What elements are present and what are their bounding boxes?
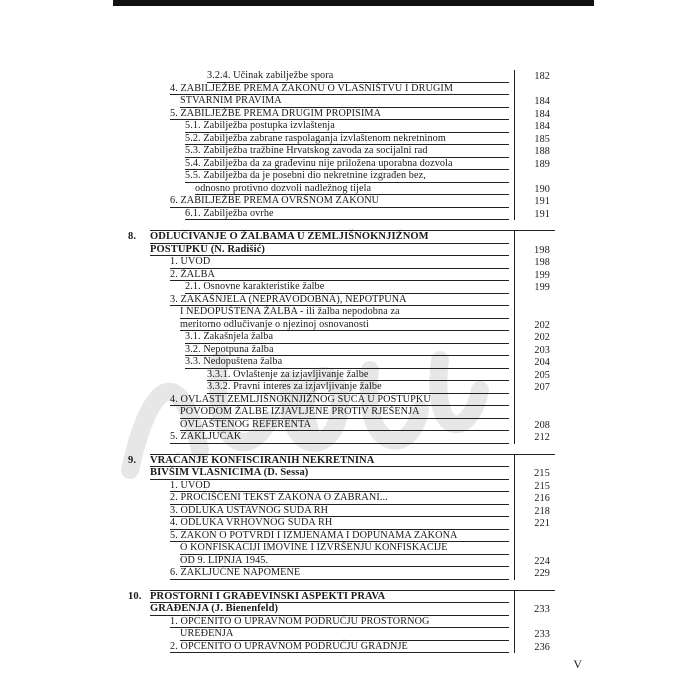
toc-entry-text: 4. ODLUKA VRHOVNOG SUDA RH xyxy=(170,517,509,530)
toc-entry xyxy=(207,381,555,394)
toc-page-number xyxy=(514,616,553,629)
toc-entry-text: O KONFISKACIJI IMOVINE I IZVRŠENJU KONFISKACIJE xyxy=(180,542,509,555)
toc-entry xyxy=(180,555,555,568)
toc-entry xyxy=(170,480,555,493)
toc-entry xyxy=(185,356,555,369)
toc-page-number xyxy=(514,83,553,96)
toc-entry xyxy=(180,419,555,432)
toc-page-number xyxy=(514,530,553,543)
toc-entry-text: 3.2. Nepotpuna žalba xyxy=(185,344,509,357)
toc-entry xyxy=(185,170,555,183)
toc-entry-text: 6.1. Zabilježba ovrhe xyxy=(185,208,509,221)
toc-entry-text: 3.3.1. Ovlaštenje za izjavljivanje žalbe xyxy=(207,369,509,382)
chapter-heading xyxy=(128,454,555,468)
toc-page-number: 182 xyxy=(514,70,553,83)
toc-page-number: 202 xyxy=(514,331,553,344)
toc-entry xyxy=(170,269,555,282)
toc-page-number xyxy=(514,542,553,555)
toc-entry xyxy=(185,145,555,158)
toc-page-number: 198 xyxy=(514,244,553,257)
toc-entry-text: I NEDOPUŠTENA ŽALBA - ili žalba nepodobna za xyxy=(180,306,509,319)
toc-entry xyxy=(170,505,555,518)
toc-page-number: 221 xyxy=(514,517,553,530)
toc-entry-text: 2. ŽALBA xyxy=(170,269,509,282)
chapter-number: 8. xyxy=(128,231,137,242)
toc-entry-text: 3.1. Zakašnjela žalba xyxy=(185,331,509,344)
chapter-title-line2: BIVŠIM VLASNICIMA xyxy=(150,467,264,478)
toc-page-number: 212 xyxy=(514,431,553,444)
toc-page-number: 205 xyxy=(514,369,553,382)
toc-entry-text: POVODOM ŽALBE IZJAVLJENE PROTIV RJEŠENJA xyxy=(180,406,509,419)
toc-page-number: 208 xyxy=(514,419,553,432)
chapter-heading-line2 xyxy=(150,467,555,480)
chapter-author: (J. Bienenfeld) xyxy=(211,603,279,614)
toc-entry xyxy=(170,108,555,121)
chapter-title-line2: GRAĐENJA xyxy=(150,603,212,614)
toc-entry xyxy=(170,83,555,96)
toc-page-number: 216 xyxy=(514,492,553,505)
toc-page-number: 218 xyxy=(514,505,553,518)
toc-entry-text: 5.5. Zabilježba da je posebni dio nekretnine izgrađen bez, xyxy=(185,170,509,183)
toc-page-number: 184 xyxy=(514,95,553,108)
toc-entry-text: OD 9. LIPNJA 1945. xyxy=(180,555,509,568)
toc-entry-text: STVARNIM PRAVIMA xyxy=(180,95,509,108)
toc-entry xyxy=(170,256,555,269)
toc-entry xyxy=(207,369,555,382)
table-of-contents xyxy=(130,70,555,653)
toc-page-number xyxy=(514,394,553,407)
toc-entry-text: 1. OPĆENITO O UPRAVNOM PODRUČJU PROSTORNOG xyxy=(170,616,509,629)
toc-page-number: 203 xyxy=(514,344,553,357)
toc-entry-text: 1. UVOD xyxy=(170,256,509,269)
toc-entry-text: 5.2. Zabilježba zabrane raspolaganja izvlaštenom nekretninom xyxy=(185,133,509,146)
chapter-author: (D. Sessa) xyxy=(263,467,309,478)
toc-entry-text: 2. OPĆENITO O UPRAVNOM PODRUČJU GRADNJE xyxy=(170,641,509,654)
toc-entry xyxy=(185,120,555,133)
toc-entry-text: 3.3.2. Pravni interes za izjavljivanje žalbe xyxy=(207,381,509,394)
toc-page-number: 215 xyxy=(514,480,553,493)
toc-page-number: 191 xyxy=(514,208,553,221)
toc-page-number: 199 xyxy=(514,281,553,294)
toc-page-number: 233 xyxy=(514,628,553,641)
toc-entry-text: UREĐENJA xyxy=(180,628,509,641)
toc-entry-text: 3.3. Nedopuštena žalba xyxy=(185,356,509,369)
toc-entry-text: 4. OVLASTI ZEMLJIŠNOKNJIŽNOG SUCA U POSTUPKU xyxy=(170,394,509,407)
toc-entry xyxy=(170,394,555,407)
toc-page-number: 190 xyxy=(514,183,553,196)
toc-entry-text: 1. UVOD xyxy=(170,480,509,493)
toc-page-number: 229 xyxy=(514,567,553,580)
toc-entry-text: 3.2.4. Učinak zabilježbe spora xyxy=(207,70,509,83)
toc-entry xyxy=(185,158,555,171)
toc-entry-text: 5. ZAKLJUČAK xyxy=(170,431,509,444)
chapter-title-line1: PROSTORNI I GRAĐEVINSKI ASPEKTI PRAVA xyxy=(150,591,509,604)
toc-entry xyxy=(185,133,555,146)
toc-page-number: 185 xyxy=(514,133,553,146)
toc-entry xyxy=(195,183,555,196)
toc-entry-text: 5.1. Zabilježba postupka izvlaštenja xyxy=(185,120,509,133)
toc-page-number: 215 xyxy=(514,467,553,480)
toc-entry xyxy=(170,492,555,505)
toc-page-number xyxy=(514,406,553,419)
toc-page-number xyxy=(514,294,553,307)
toc-entry xyxy=(180,306,555,319)
toc-entry-text: 2.1. Osnovne karakteristike žalbe xyxy=(185,281,509,294)
toc-entry xyxy=(170,567,555,580)
toc-page-number: 236 xyxy=(514,641,553,654)
toc-page-number: 224 xyxy=(514,555,553,568)
toc-entry xyxy=(180,542,555,555)
chapter-heading-line2 xyxy=(150,244,555,257)
toc-page-number xyxy=(514,306,553,319)
toc-entry xyxy=(170,530,555,543)
toc-page-number: 199 xyxy=(514,269,553,282)
toc-entry-text: 5. ZAKON O POTVRDI I IZMJENAMA I DOPUNAMA ZAKONA xyxy=(170,530,509,543)
toc-entry-text: 3. ODLUKA USTAVNOG SUDA RH xyxy=(170,505,509,518)
toc-entry xyxy=(180,406,555,419)
toc-entry xyxy=(170,641,555,654)
toc-entry-text: OVLAŠTENOG REFERENTA xyxy=(180,419,509,432)
chapter-title-line1: VRAĆANJE KONFISCIRANIH NEKRETNINA xyxy=(150,455,509,468)
toc-entry-text: 5.3. Zabilježba tražbine Hrvatskog zavoda za socijalni rad xyxy=(185,145,509,158)
toc-page-number: 184 xyxy=(514,120,553,133)
page-number-footer: V xyxy=(573,657,582,671)
chapter-heading xyxy=(128,590,555,604)
toc-entry xyxy=(185,281,555,294)
toc-entry xyxy=(170,431,555,444)
toc-entry xyxy=(185,344,555,357)
toc-page-number: 191 xyxy=(514,195,553,208)
toc-entry xyxy=(180,628,555,641)
toc-page-number: 189 xyxy=(514,158,553,171)
toc-entry xyxy=(180,95,555,108)
toc-page-number xyxy=(514,170,553,183)
toc-entry-text: 2. PROČIŠĆENI TEKST ZAKONA O ZABRANI... xyxy=(170,492,509,505)
chapter-number: 10. xyxy=(128,590,142,602)
toc-entry xyxy=(170,616,555,629)
chapter-number: 9. xyxy=(128,454,137,466)
chapter-author: (N. Radišić) xyxy=(210,243,265,255)
toc-page-number: 198 xyxy=(514,256,553,269)
toc-page-number: 233 xyxy=(514,603,553,616)
toc-entry xyxy=(185,331,555,344)
chapter-title-line2: POSTUPKU xyxy=(150,243,211,255)
toc-entry xyxy=(185,208,555,221)
toc-entry xyxy=(180,319,555,332)
toc-entry xyxy=(170,294,555,307)
toc-entry-text: 6. ZABILJEŽBE PREMA OVRŠNOM ZAKONU xyxy=(170,195,509,208)
toc-entry-text: 3. ZAKAŠNJELA (NEPRAVODOBNA), NEPOTPUNA xyxy=(170,294,509,307)
toc-page-number: 184 xyxy=(514,108,553,121)
toc-entry xyxy=(207,70,555,83)
toc-entry-text: meritorno odlučivanje o njezinoj osnovanosti xyxy=(180,319,509,332)
toc-entry xyxy=(170,517,555,530)
toc-entry-text: odnosno protivno dozvoli nadležnog tijela xyxy=(195,183,509,196)
toc-page-number: 202 xyxy=(514,319,553,332)
toc-page-number: 188 xyxy=(514,145,553,158)
toc-entry xyxy=(170,195,555,208)
top-edge-bar xyxy=(113,0,594,6)
toc-page-number: 207 xyxy=(514,381,553,394)
chapter-heading xyxy=(128,230,555,244)
toc-entry-text: 5. ZABILJEŽBE PREMA DRUGIM PROPISIMA xyxy=(170,108,509,121)
toc-page-number: 204 xyxy=(514,356,553,369)
toc-entry-text: 5.4. Zabilježba da za građevinu nije priložena uporabna dozvola xyxy=(185,158,509,171)
toc-entry-text: 4. ZABILJEŽBE PREMA ZAKONU O VLASNIŠTVU I DRUGIM xyxy=(170,83,509,96)
toc-entry-text: 6. ZAKLJUČNE NAPOMENE xyxy=(170,567,509,580)
chapter-title-line1: ODLUČIVANJE O ŽALBAMA U ZEMLJIŠNOKNJIŽNOM xyxy=(150,231,509,244)
chapter-heading-line2 xyxy=(150,603,555,616)
